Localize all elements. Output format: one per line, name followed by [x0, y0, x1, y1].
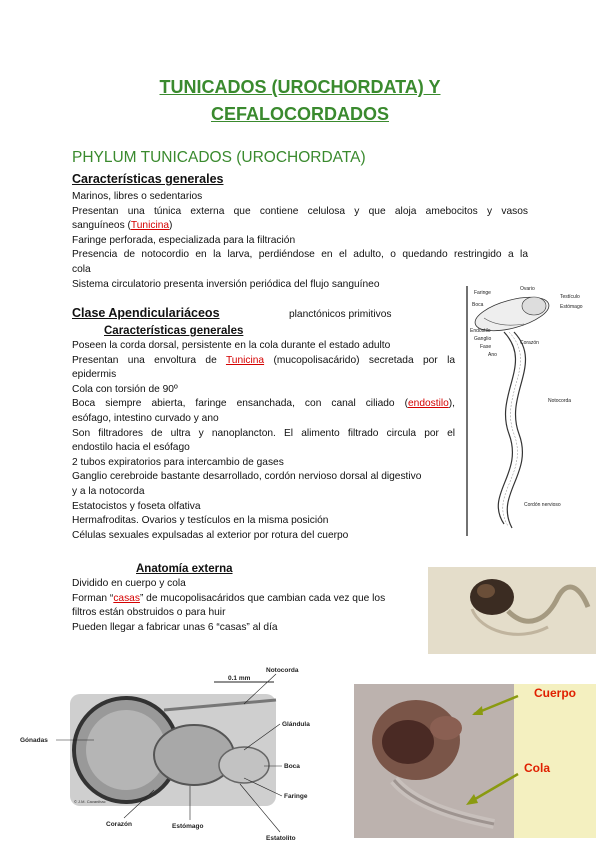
general-line: cola [72, 263, 91, 275]
tunicina-link[interactable]: Tunicina [225, 354, 265, 366]
clase-line: Estatocistos y foseta olfativa [72, 500, 201, 512]
appendicularia-diagram [464, 284, 590, 538]
diagram-label: Ovario [520, 286, 535, 292]
microscope-figure [14, 660, 334, 848]
diagram-tail [498, 332, 515, 524]
clase-line: y a la notocorda [72, 485, 145, 497]
diagram-label: Corazón [520, 340, 539, 346]
diagram-label: Boca [472, 302, 484, 308]
general-line: Presentan una túnica externa que contiene celulosa y que aloja amebocitos y vasos [72, 205, 528, 217]
clase-line: Hermafroditas. Ovarios y testículos en la misma posición [72, 515, 329, 527]
tunicina-link[interactable]: Tunicina [130, 220, 170, 232]
clase-line: Presentan una envoltura de Tunicina (mucopolisacárido) secretada por la [72, 354, 455, 366]
general-line: Sistema circulatorio presenta inversión periódica del flujo sanguíneo [72, 278, 380, 290]
clase-line: Cola con torsión de 90º [72, 383, 178, 395]
clase-line: Boca siempre abierta, faringe ensanchada, con canal ciliado (endostilo), [72, 398, 455, 410]
general-line: Presencia de notocordio en la larva, perdiéndose en el adulto, o quedando restringido a la [72, 249, 528, 261]
general-line: Marinos, libres o sedentarios [72, 191, 203, 202]
phylum-heading: PHYLUM TUNICADOS (UROCHORDATA) [72, 149, 366, 166]
body-tail-photo [354, 684, 596, 838]
photo-label-boca: Boca [284, 763, 300, 770]
photo-credit: © J.M. Cavanihac [74, 799, 106, 804]
general-line: Faringe perforada, especializada para la filtración [72, 234, 296, 246]
clase-line: Células sexuales expulsadas al exterior por rotura del cuerpo [72, 529, 349, 541]
diagram-label: Endostilo [470, 328, 491, 334]
diagram-gonad [522, 297, 546, 315]
photo-label-corazon: Corazón [106, 821, 132, 828]
photo-label-glandula: Glándula [282, 721, 310, 728]
photo-label-notocorda: Notocorda [266, 667, 299, 674]
diagram-label: Faringe [474, 290, 491, 296]
scale-label: 0.1 mm [228, 675, 251, 682]
anatomia-line: Dividido en cuerpo y cola [72, 578, 186, 589]
clase-line: epidermis [72, 369, 117, 381]
page-title-line2: CEFALOCORDADOS [210, 104, 389, 124]
diagram-label: Fase [480, 344, 492, 350]
general-line: sanguíneos (Tunicina) [72, 220, 173, 232]
diagram-label: Ganglio [474, 336, 492, 342]
clase-line: esófago, intestino curvado y ano [72, 412, 219, 424]
microscope-figure-drawing [14, 660, 334, 848]
larva-photo-drawing [428, 567, 596, 654]
diagram-label: Notocorda [548, 398, 572, 404]
clase-heading: Clase Apendiculariáceos [72, 306, 220, 320]
clase-line: endostilo hacia el esófago [72, 442, 190, 454]
photo-label-gonadas: Gónadas [20, 737, 48, 744]
page-title: TUNICADOS (UROCHORDATA) Y [159, 77, 441, 97]
diagram-label: Ano [488, 352, 497, 358]
cola-label: Cola [524, 761, 551, 775]
anatomia-line: Forman “casas” de mucopolisacáridos que cambian cada vez que los [72, 592, 386, 604]
endostilo-link[interactable]: endostilo [407, 398, 449, 410]
larva-photo [428, 567, 596, 654]
photo-label-faringe: Faringe [284, 793, 308, 800]
anatomia-section [72, 577, 422, 635]
clase-subheading: Características generales [104, 325, 244, 337]
cuerpo-label: Cuerpo [534, 686, 576, 700]
diagram-label: Estómago [560, 304, 583, 310]
photo-label-estatolito: Estatolito [266, 835, 296, 842]
photo-label-estomago: Estómago [172, 823, 204, 830]
general-heading: Características generales [72, 172, 224, 186]
anatomia-heading: Anatomía externa [136, 563, 233, 575]
diagram-label: Testículo [560, 294, 580, 300]
clase-line: 2 tubos expiratorios para intercambio de gases [72, 456, 284, 468]
clase-line: Ganglio cerebroide bastante desarrollado, cordón nervioso dorsal al digestivo [72, 471, 422, 483]
general-section [72, 190, 528, 292]
body-tail-photo-drawing [354, 684, 596, 838]
clase-line: Poseen la corda dorsal, persistente en la cola durante el estado adulto [72, 340, 391, 351]
diagram-label: Cordón nervioso [524, 502, 561, 508]
anatomia-line: filtros están obstruidos o para huir [72, 607, 226, 619]
clase-section [72, 339, 455, 543]
casas-link[interactable]: casas [113, 592, 140, 604]
anatomia-line: Pueden llegar a fabricar unas 6 “casas” al día [72, 621, 278, 633]
clase-note: planctónicos primitivos [289, 309, 392, 320]
clase-line: Son filtradores de ultra y nanoplancton. El alimento filtrado circula por el [72, 427, 455, 439]
